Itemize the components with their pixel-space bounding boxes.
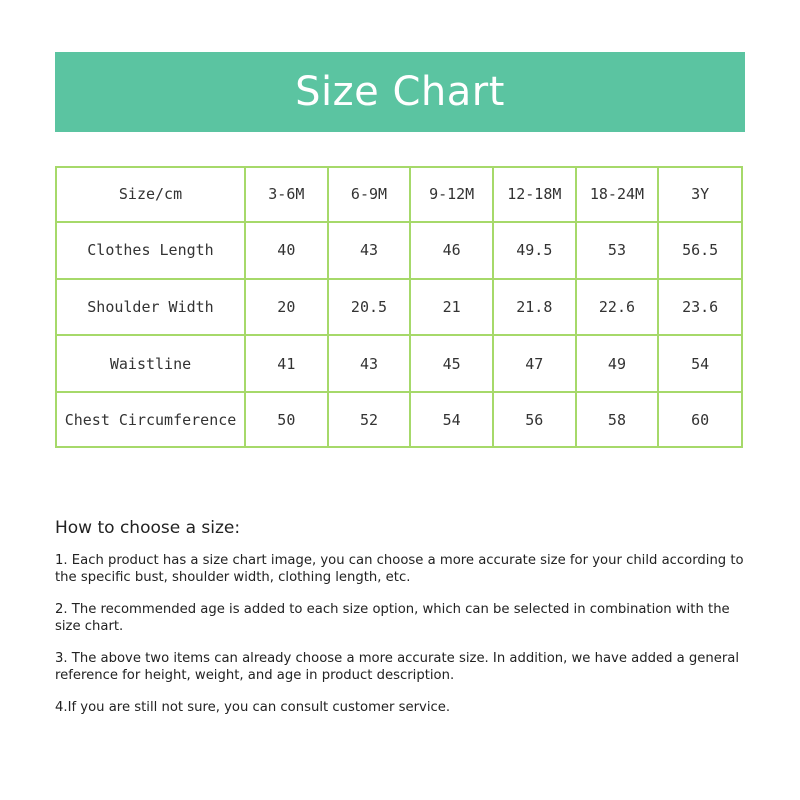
table-row bbox=[57, 222, 741, 279]
table-cell: 54 bbox=[658, 335, 741, 392]
table-cell: 41 bbox=[245, 335, 328, 392]
size-table-container bbox=[55, 166, 743, 448]
table-header-row bbox=[57, 168, 741, 222]
table-cell: 54 bbox=[410, 392, 493, 446]
table-cell: 60 bbox=[658, 392, 741, 446]
table-cell: 21.8 bbox=[493, 279, 576, 336]
table-header-cell: 3-6M bbox=[245, 168, 328, 222]
size-chart-banner bbox=[55, 52, 745, 132]
table-header-cell: 18-24M bbox=[576, 168, 659, 222]
table-cell: 52 bbox=[328, 392, 411, 446]
row-label: Clothes Length bbox=[57, 222, 245, 279]
row-label: Waistline bbox=[57, 335, 245, 392]
table-row bbox=[57, 279, 741, 336]
table-row bbox=[57, 392, 741, 446]
table-cell: 43 bbox=[328, 335, 411, 392]
page-title: Size Chart bbox=[295, 69, 505, 115]
note-item: 3. The above two items can already choose a more accurate size. In addition, we have added a general reference for height, weight, and age in product description. bbox=[55, 651, 740, 683]
size-table bbox=[57, 168, 741, 446]
table-cell: 22.6 bbox=[576, 279, 659, 336]
table-header-cell: 9-12M bbox=[410, 168, 493, 222]
table-cell: 56.5 bbox=[658, 222, 741, 279]
note-item: 4.If you are still not sure, you can consult customer service. bbox=[55, 700, 451, 715]
table-cell: 50 bbox=[245, 392, 328, 446]
table-cell: 40 bbox=[245, 222, 328, 279]
row-label: Chest Circumference bbox=[57, 392, 245, 446]
table-cell: 23.6 bbox=[658, 279, 741, 336]
note-item: 2. The recommended age is added to each size option, which can be selected in combination with the size chart. bbox=[55, 602, 730, 634]
row-label: Shoulder Width bbox=[57, 279, 245, 336]
table-header-cell: 12-18M bbox=[493, 168, 576, 222]
table-row bbox=[57, 335, 741, 392]
notes-heading: How to choose a size: bbox=[55, 518, 241, 538]
table-cell: 56 bbox=[493, 392, 576, 446]
table-cell: 53 bbox=[576, 222, 659, 279]
table-cell: 45 bbox=[410, 335, 493, 392]
table-cell: 21 bbox=[410, 279, 493, 336]
table-header-cell: 3Y bbox=[658, 168, 741, 222]
table-header-cell: Size/cm bbox=[57, 168, 245, 222]
size-guide-notes bbox=[55, 518, 745, 731]
table-header-cell: 6-9M bbox=[328, 168, 411, 222]
table-cell: 43 bbox=[328, 222, 411, 279]
table-cell: 58 bbox=[576, 392, 659, 446]
note-item: 1. Each product has a size chart image, you can choose a more accurate size for your child according to the specific bust, shoulder width, clothing length, etc. bbox=[55, 553, 744, 585]
table-cell: 47 bbox=[493, 335, 576, 392]
table-cell: 49.5 bbox=[493, 222, 576, 279]
table-cell: 20.5 bbox=[328, 279, 411, 336]
table-cell: 49 bbox=[576, 335, 659, 392]
table-cell: 20 bbox=[245, 279, 328, 336]
table-cell: 46 bbox=[410, 222, 493, 279]
